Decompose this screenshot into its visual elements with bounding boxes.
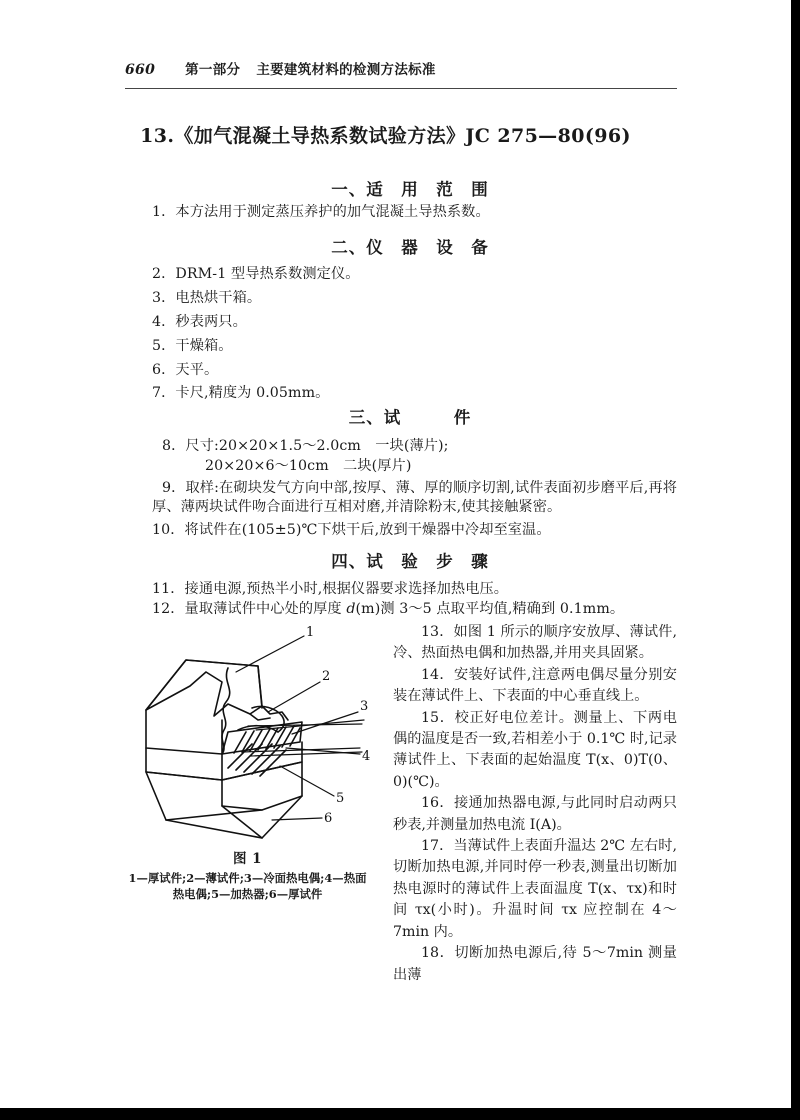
figure-callout-5: 5 (336, 791, 345, 806)
item-5: 5．干燥箱。 (152, 338, 233, 354)
section-heading-procedure: 四、试 验 步 骤 (331, 552, 489, 571)
scan-edge-bottom (0, 1108, 800, 1120)
item-17: 17．当薄试件上表面升温达 2℃ 左右时,切断加热电源,并同时停一秒表,测量出切断加热电源时的薄试件上表面温度 T(x、τx)和时间 τx(小时)。升温时间 τx 应控制在 4～7min 内。 (393, 838, 677, 940)
item-12-text-b: (m)测 3～5 点取平均值,精确到 0.1mm。 (355, 601, 625, 617)
page-title: 13.《加气混凝土导热系数试验方法》JC 275—80(96) (140, 125, 631, 147)
item-10: 10．将试件在(105±5)℃下烘干后,放到干燥器中冷却至室温。 (152, 522, 551, 538)
figure-callout-3: 3 (360, 699, 369, 714)
item-8-line-1: 8．尺寸:20×20×1.5～2.0cm 一块(薄片); (162, 438, 449, 454)
page-number: 660 (125, 62, 156, 78)
item-12 (152, 600, 677, 619)
item-18: 18．切断加热电源后,待 5～7min 测量出薄 (393, 945, 677, 983)
running-header (125, 58, 680, 78)
scan-edge-right (791, 0, 800, 1120)
section-heading-specimen: 三、试 件 (348, 408, 472, 427)
figure-callout-4: 4 (362, 749, 371, 764)
item-7: 7．卡尺,精度为 0.05mm。 (152, 385, 330, 401)
item-2: 2．DRM-1 型导热系数测定仪。 (152, 266, 360, 282)
figure-callout-1: 1 (306, 625, 315, 640)
figure-legend: 1—厚试件;2—薄试件;3—冷面热电偶;4—热面热电偶;5—加热器;6—厚试件 (128, 871, 367, 901)
figure-1-lineart (110, 620, 385, 845)
section-heading-scope: 一、适 用 范 围 (331, 180, 489, 199)
procedure-right-column (393, 622, 677, 986)
item-4: 4．秒表两只。 (152, 314, 247, 330)
part-label: 第一部分 (185, 62, 241, 78)
item-3: 3．电热烘干箱。 (152, 290, 262, 306)
figure-caption: 图 1 (232, 851, 263, 867)
item-1: 1．本方法用于测定蒸压养护的加气混凝土导热系数。 (152, 204, 490, 220)
item-9: 9．取样:在砌块发气方向中部,按厚、薄、厚的顺序切割,试件表面初步磨平后,再将厚、薄两块试件吻合面进行互相对磨,并清除粉末,使其接触紧密。 (152, 480, 677, 515)
item-15: 15．校正好电位差计。测量上、下两电偶的温度是否一致,若相差小于 0.1℃ 时,记录薄试件上、下表面的起始温度 T(x、0)T(0、0)(℃)。 (393, 709, 677, 790)
figure-1 (110, 620, 385, 902)
figure-callout-2: 2 (322, 669, 331, 684)
item-6: 6．天平。 (152, 362, 219, 378)
item-8-line-2: 20×20×6～10cm 二块(厚片) (205, 458, 412, 474)
item-16: 16．接通加热器电源,与此同时启动两只秒表,并测量加热电流 I(A)。 (393, 795, 677, 833)
item-12-variable-d: d (346, 601, 356, 617)
item-11: 11．接通电源,预热半小时,根据仪器要求选择加热电压。 (152, 581, 509, 597)
item-12-text-a: 12．量取薄试件中心处的厚度 (152, 601, 347, 617)
header-rule (125, 88, 677, 89)
item-13: 13．如图 1 所示的顺序安放厚、薄试件,冷、热面热电偶和加热器,并用夹具固紧。 (393, 624, 677, 662)
item-14: 14．安装好试件,注意两电偶尽量分别安装在薄试件上、下表面的中心垂直线上。 (393, 666, 677, 705)
section-heading-equipment: 二、仪 器 设 备 (331, 238, 489, 257)
running-title: 主要建筑材料的检测方法标准 (256, 62, 436, 78)
figure-callout-6: 6 (324, 811, 333, 826)
